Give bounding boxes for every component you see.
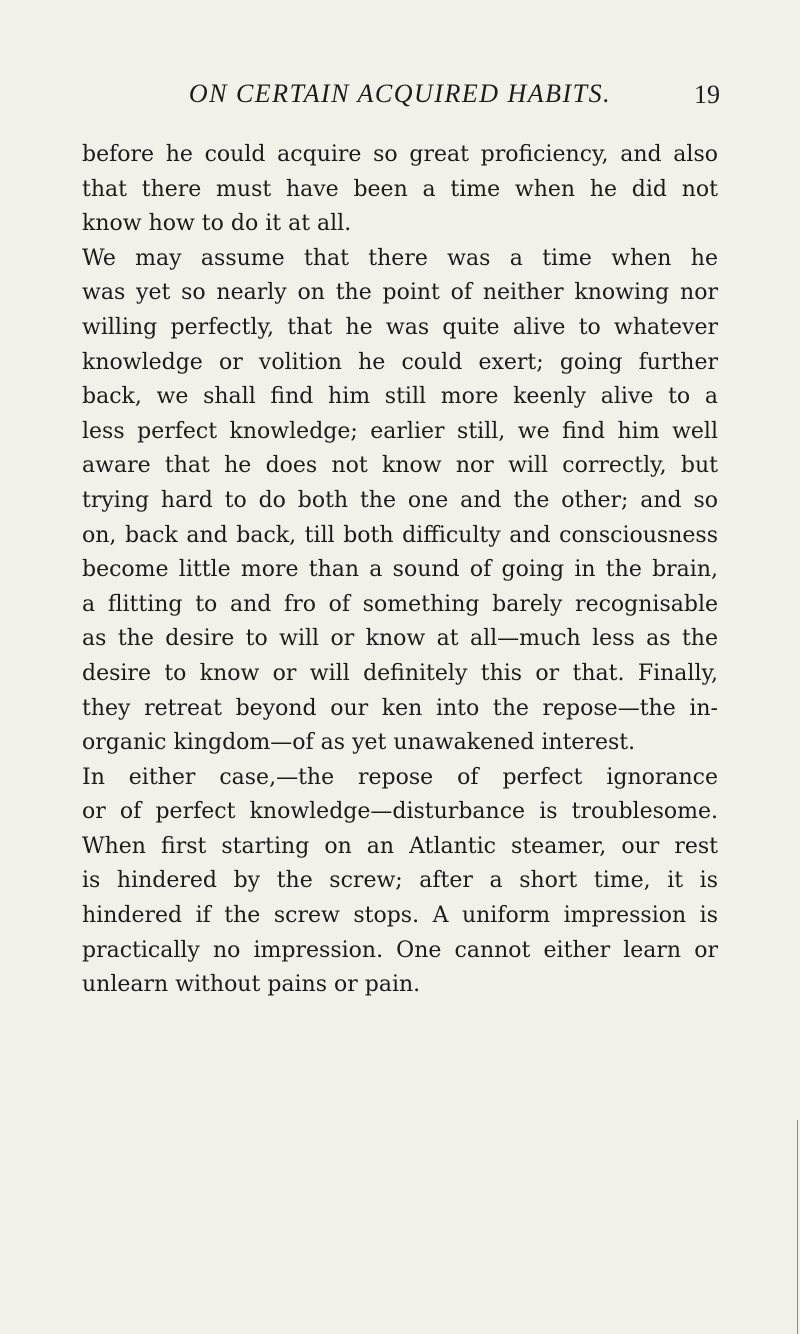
- page-edge-shadow: [797, 1120, 798, 1334]
- text-line: before he could acquire so great proficiency, and also: [82, 142, 718, 167]
- text-line: or of perfect knowledge—disturbance is troublesome.: [82, 799, 718, 825]
- text-line: knowledge or volition he could exert; going further: [82, 349, 718, 375]
- text-line: is hindered by the screw; after a short time, it is: [82, 868, 718, 894]
- text-line: back, we shall find him still more keenly alive to a: [82, 384, 718, 410]
- text-line: In either case,—the repose of perfect ignorance: [82, 764, 718, 790]
- body-text: [82, 138, 718, 1003]
- text-line: organic kingdom—of as yet unawakened interest.: [82, 730, 636, 756]
- text-line: on, back and back, till both difficulty and consciousness: [82, 522, 718, 548]
- running-title: ON CERTAIN ACQUIRED HABITS.: [188, 79, 612, 108]
- text-line: a flitting to and fro of something barely recognisable: [82, 591, 718, 617]
- text-line: We may assume that there was a time when he: [82, 245, 718, 271]
- text-line: aware that he does not know nor will correctly, but: [82, 453, 718, 479]
- running-head: [82, 76, 718, 116]
- text-line: practically no impression. One cannot either learn or: [82, 937, 718, 963]
- text-line: as the desire to will or know at all—much less as the: [82, 626, 718, 652]
- text-line: know how to do it at all.: [82, 211, 352, 237]
- text-line: willing perfectly, that he was quite alive to whatever: [82, 314, 718, 340]
- page-number: 19: [694, 80, 720, 109]
- text-line: desire to know or will definitely this or that. Finally,: [82, 660, 718, 686]
- text-line: less perfect knowledge; earlier still, we find him well: [82, 418, 718, 444]
- text-line: hindered if the screw stops. A uniform impression is: [82, 903, 718, 929]
- text-line: When first starting on an Atlantic steamer, our rest: [82, 833, 718, 859]
- text-line: unlearn without pains or pain.: [82, 972, 421, 998]
- text-line: was yet so nearly on the point of neither knowing nor: [82, 280, 718, 306]
- text-line: become little more than a sound of going in the brain,: [82, 557, 718, 583]
- text-line: they retreat beyond our ken into the repose—the in-: [82, 695, 718, 721]
- text-line: trying hard to do both the one and the other; and so: [82, 487, 718, 513]
- text-line: that there must have been a time when he did not: [82, 176, 718, 202]
